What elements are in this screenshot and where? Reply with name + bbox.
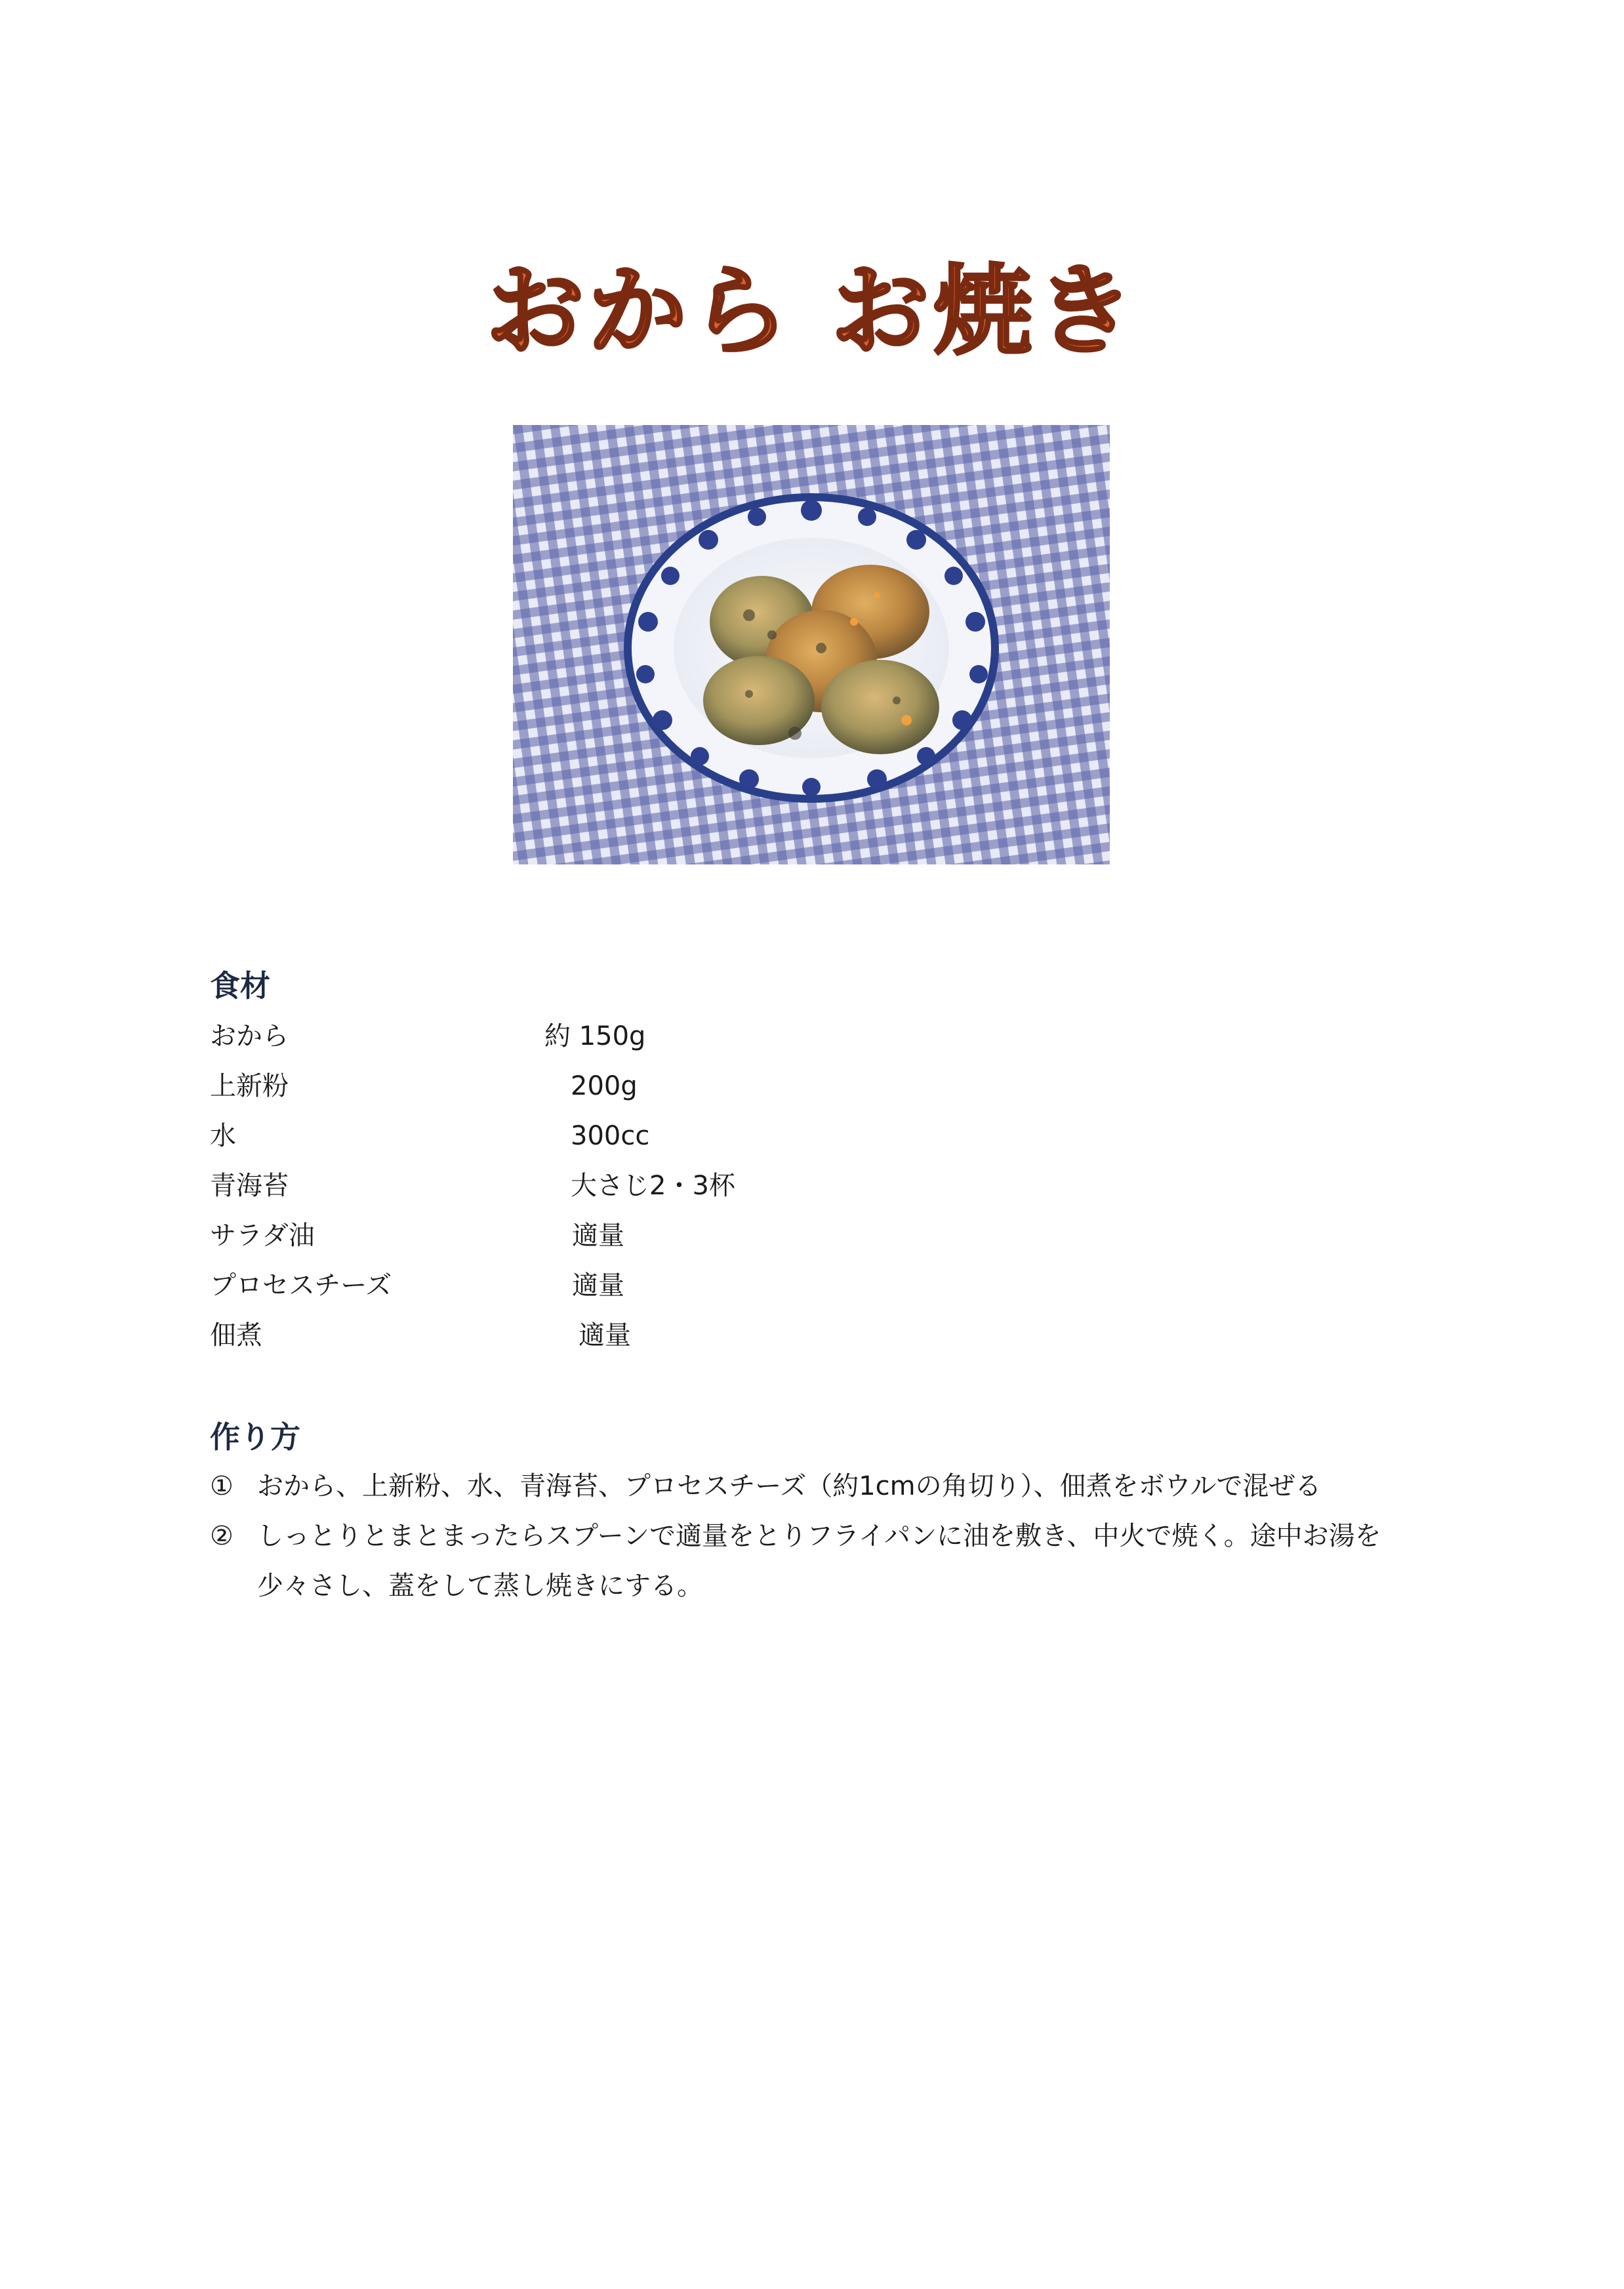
step-text: しっとりとまとまったらスプーンで適量をとりフライパンに油を敷き、中火で焼く。途中お湯を (257, 1521, 1381, 1551)
step-number: ② (210, 1521, 233, 1551)
ingredient-name: プロセスチーズ (210, 1270, 392, 1301)
ingredient-name: おから (210, 1021, 289, 1051)
ingredient-name: 上新粉 (210, 1071, 289, 1101)
ingredients-heading: 食材 (210, 968, 270, 1003)
ingredient-amount: 大さじ2・3杯 (571, 1171, 735, 1201)
ingredient-name: 佃煮 (210, 1320, 262, 1350)
ingredient-amount: 適量 (572, 1270, 624, 1301)
food-photo (513, 425, 1110, 864)
ingredient-amount: 約 150g (544, 1021, 646, 1051)
step-text: おから、上新粉、水、青海苔、プロセスチーズ（約1cmの角切り）、佃煮をボウルで混ぜる (257, 1471, 1322, 1501)
ingredient-amount: 適量 (572, 1221, 624, 1251)
step-text: 少々さし、蓋をして蒸し焼きにする。 (257, 1571, 703, 1601)
ingredient-name: サラダ油 (210, 1221, 315, 1251)
ingredient-name: 青海苔 (210, 1171, 289, 1201)
method-heading: 作り方 (210, 1419, 300, 1455)
step-number: ① (210, 1471, 233, 1501)
page-title: おから お焼き (485, 254, 1139, 369)
ingredient-amount: 300cc (571, 1121, 650, 1151)
ingredient-amount: 200g (571, 1071, 638, 1101)
ingredient-amount: 適量 (579, 1320, 631, 1350)
ingredient-name: 水 (210, 1121, 236, 1151)
